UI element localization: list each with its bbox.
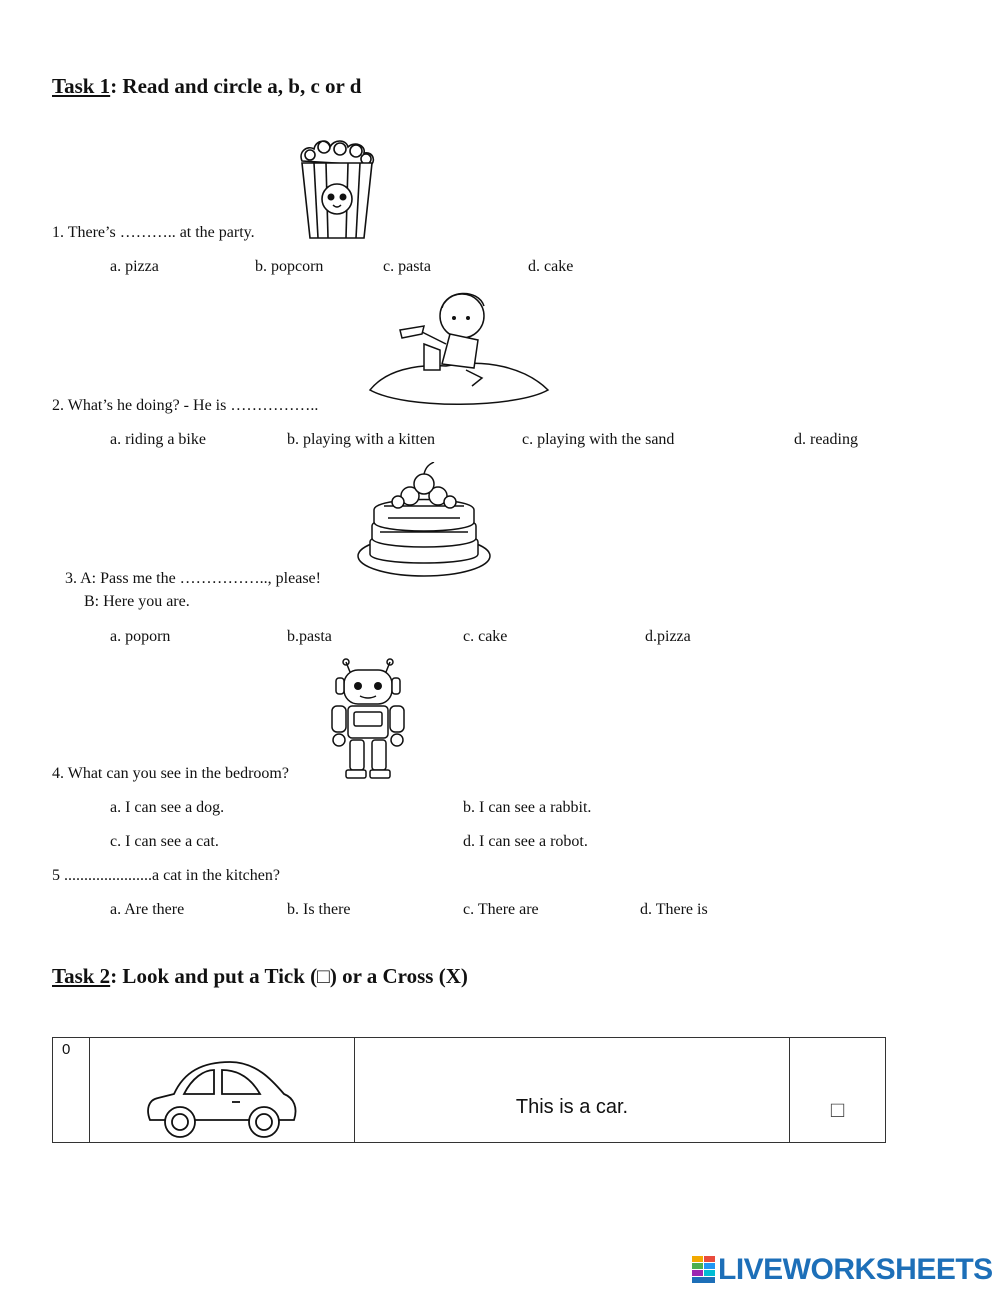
row-number: 0	[62, 1041, 71, 1058]
q3-option-a[interactable]: a. poporn	[110, 628, 171, 645]
boy-sand-image	[366, 286, 552, 412]
q2-option-a[interactable]: a. riding a bike	[110, 431, 206, 448]
task2-label: Task 2	[52, 964, 111, 988]
q3-line1: 3. A: Pass me the …………….., please!	[65, 570, 321, 587]
q3-line2: B: Here you are.	[84, 593, 190, 610]
q1-option-d[interactable]: d. cake	[528, 258, 574, 275]
q3-option-c[interactable]: c. cake	[463, 628, 508, 645]
task2-table	[52, 1037, 886, 1143]
q2-option-c[interactable]: c. playing with the sand	[522, 431, 675, 448]
q2-option-d[interactable]: d. reading	[794, 431, 858, 448]
q1-option-a[interactable]: a. pizza	[110, 258, 159, 275]
q1-text: 1. There’s ……….. at the party.	[52, 224, 255, 241]
task2-title: : Look and put a Tick (□) or a Cross (X)	[110, 964, 468, 988]
task2-heading	[52, 964, 468, 989]
liveworksheets-logo	[692, 1253, 993, 1287]
q5-text: 5 ......................a cat in the kitchen?	[52, 867, 280, 884]
row-sentence: This is a car.	[515, 1095, 629, 1118]
row-sentence-cell	[355, 1038, 790, 1143]
task1-title: : Read and circle a, b, c or d	[110, 74, 362, 98]
task1-label: Task 1	[52, 74, 111, 98]
q4-option-d[interactable]: d. I can see a robot.	[463, 833, 588, 850]
row-number-cell	[53, 1038, 90, 1143]
logo-blocks-icon	[692, 1256, 716, 1284]
q1-option-c[interactable]: c. pasta	[383, 258, 431, 275]
row-answer-cell[interactable]	[790, 1038, 886, 1143]
q3-option-b[interactable]: b.pasta	[287, 628, 332, 645]
q1-option-b[interactable]: b. popcorn	[255, 258, 324, 275]
table-row	[53, 1038, 886, 1143]
q4-option-b[interactable]: b. I can see a rabbit.	[463, 799, 592, 816]
q4-option-c[interactable]: c. I can see a cat.	[110, 833, 219, 850]
robot-image	[326, 658, 410, 782]
logo-text: LIVEWORKSHEETS	[718, 1253, 993, 1286]
q5-option-c[interactable]: c. There are	[463, 901, 539, 918]
q3-option-d[interactable]: d.pizza	[645, 628, 691, 645]
q4-text: 4. What can you see in the bedroom?	[52, 765, 289, 782]
popcorn-image	[296, 137, 378, 241]
q5-option-d[interactable]: d. There is	[640, 901, 708, 918]
answer-checkbox-icon[interactable]: □	[830, 1097, 845, 1122]
q5-option-b[interactable]: b. Is there	[287, 901, 351, 918]
row-image-cell	[90, 1038, 355, 1143]
q4-option-a[interactable]: a. I can see a dog.	[110, 799, 225, 816]
q2-option-b[interactable]: b. playing with a kitten	[287, 431, 435, 448]
car-image	[144, 1058, 300, 1140]
cake-image	[354, 462, 494, 580]
q2-text: 2. What’s he doing? - He is ……………..	[52, 397, 319, 414]
q5-option-a[interactable]: a. Are there	[110, 901, 185, 918]
task1-heading	[52, 74, 361, 99]
